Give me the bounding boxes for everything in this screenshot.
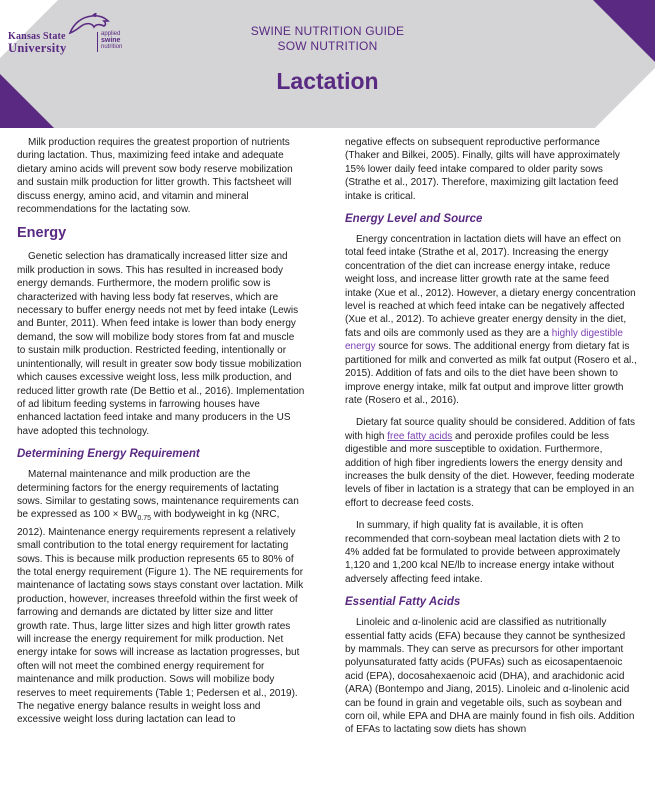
intro-paragraph: Milk production requires the greatest proportion of nutrients during lactation. Thus, maximizing feed intake and adequate dietary amino acids will prevent sow body reserve mobilization and sustain milk production for litter growth. This factsheet will discuss energy, amino acid, and vitamin and mineral recommendations for the lactating sow. xyxy=(17,137,293,216)
energy-level-text-a: Energy concentration in lactation diets will have an effect on total feed intake (Strathe et al, 2017). Increasing the energy concentration of the diet can increase energy intake, reduce weight loss, and increase litter growth rate at the same feed intake (Xue et al., 2012). However, a dietary energy concentration level is reached at which feed intake can be negatively affected (Xue et al., 2012). To achieve greater energy density in the diet, fats and oils are commonly used as they are a xyxy=(345,234,636,339)
asn-applied: applied xyxy=(101,31,121,37)
energy-level-text-b: source for sows. The additional energy from dietary fat is partitioned for milk and converted as milk fat output (Rosero et al., 2015). Addition of fats and oils to the diet have been shown to improve energy intake, milk fat output and improve litter growth rate (Rosero et al., 2016). xyxy=(345,341,637,406)
heading-energy-level-and-source: Energy Level and Source xyxy=(345,213,483,226)
heading-determining-energy-requirement: Determining Energy Requirement xyxy=(17,448,200,461)
heading-essential-fatty-acids: Essential Fatty Acids xyxy=(345,596,461,609)
link-highly-digestible-energy[interactable]: highly digestible energy xyxy=(345,327,623,353)
exponent-0-75: 0.75 xyxy=(137,515,151,523)
fat-quality-text-a: Dietary fat source quality should be considered. Addition of fats with high xyxy=(345,417,636,442)
guide-series-title: SWINE NUTRITION GUIDE xyxy=(250,24,405,38)
efa-paragraph: Linoleic and α-linolenic acid are classified as nutritionally essential fatty acids (EFA) because they cannot be synthesized by mammals. They can serve as precursors for other important polyunsaturated fatty acids (PUFAs) such as eicosapentaenoic acid (EPA), docosahexaenoic acid (DHA), and arachidonic acid (ARA) (Bontempo and Jiang, 2015). Linoleic and α-linolenic acid can be found in grain and vegetable oils, such as soybean and corn oil, while EPA and DHA are mainly found in fish oils. Addition of EFAs to lactating sow diets has shown xyxy=(345,617,635,736)
fat-quality-text-b: and peroxide profiles could be less digestible and more susceptible to oxidation. Furthermore, addition of high fiber ingredients lowers the energy density and increases the bulk density of the diet. However, feeding moderate levels of fiber in lactation is a strategy that can be employed in an effort to decrease feed costs. xyxy=(345,430,635,509)
left-column xyxy=(17,136,305,736)
summary-paragraph: In summary, if high quality fat is available, it is often recommended that corn-soybean meal lactation diets with 2 to 4% added fat be formulated to provide between approximately 1,120 and 1,200 kcal NE/lb to increase energy intake without adversely affecting feed intake. xyxy=(345,520,621,585)
energy-level-paragraph xyxy=(345,233,637,407)
determining-text-a: Maternal maintenance and milk production are the determining factors for the energy requirements of lactating sows. Similar to gestating sows, maintenance requirements can be expressed as 100 × BW xyxy=(17,469,299,521)
heading-energy: Energy xyxy=(17,225,67,242)
ksu-wordmark-line2: University xyxy=(8,41,67,55)
ksu-wordmark-line1: Kansas State xyxy=(8,31,66,42)
page-title: Lactation xyxy=(276,68,379,94)
energy-paragraph: Genetic selection has dramatically increased litter size and milk production in sows. This has resulted in increased body energy demands. Furthermore, the modern prolific sow is characterized with having less body fat reserves, which are necessary to buffer energy needs not met by feed intake (Lewis and Bunter, 2011). When feed intake is lower than body energy demand, the sow will mobilize body stores from fat and muscle to sustain milk production. Restricted feeding, intentionally or unintentionally, will result in greater sow body tissue mobilization which causes excessive weight loss, less milk production, and reduced litter growth rate (De Bettio et al., 2016). Implementation of ad libitum feeding systems in farrowing houses have enhanced lactation feed intake and many producers in the US have adopted this technology. xyxy=(17,251,305,437)
header-banner xyxy=(0,0,655,128)
continued-paragraph: negative effects on subsequent reproductive performance (Thaker and Bilkei, 2005). Finally, gilts will have approximately 15% lower daily feed intake compared to older parity sows (Strathe et al., 2017). Therefore, maximizing gilt lactation feed intake is critical. xyxy=(345,137,620,202)
determining-text-b: with bodyweight in kg (NRC, 2012). Maintenance energy requirements represent a relatively small contribution to the total energy requirement for lactating sows. This is because milk production represents 65 to 80% of the total energy requirement (Figure 1). The NE requirements for maintenance of lactating sows stays constant over lactation. Milk production, however, increases threefold within the first week of farrowing and demands are dictated by litter size and litter growth rate. Thus, large litter sizes and high litter growth rates will increase the energy requirement for milk production. Net energy intake for sows will increase as lactation progresses, but often will not meet the combined energy requirement for maintenance and milk production. Sows will mobilize body reserves to meet requirements (Table 1; Pedersen et al., 2019). The negative energy balance results in weight loss and excessive weight loss during lactation can lead to xyxy=(17,509,304,726)
asn-swine: swine xyxy=(101,36,121,44)
right-column xyxy=(345,136,637,746)
guide-section-title: SOW NUTRITION xyxy=(277,39,378,53)
asn-nutrition: nutrition xyxy=(101,44,123,50)
fat-quality-paragraph xyxy=(345,416,637,510)
link-free-fatty-acids[interactable]: free fatty acids xyxy=(387,430,453,442)
determining-paragraph xyxy=(17,468,305,727)
